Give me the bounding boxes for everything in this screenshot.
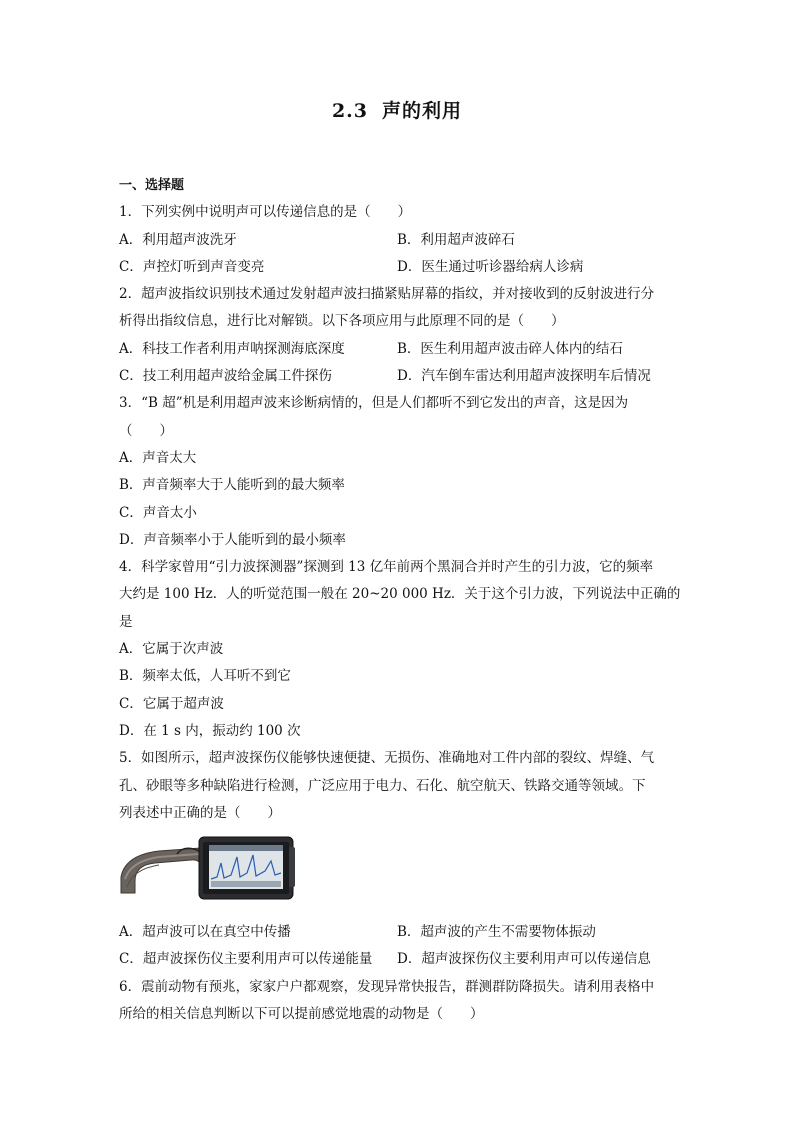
question-2 (119, 281, 679, 390)
option-d: D．超声波探伤仪主要利用声可以传递信息 (397, 951, 651, 968)
option-c: C．声音太小 (119, 504, 197, 521)
section-heading: 一、选择题 (119, 178, 185, 193)
option-a: A．超声波可以在真空中传播 (119, 924, 291, 941)
option-d: D．汽车倒车雷达利用超声波探明车后情况 (397, 368, 651, 385)
page-title (0, 96, 794, 123)
question-stem: 4．科学家曾用“引力波探测器”探测到 13 亿年前两个黑洞合并时产生的引力波，它的频率 (119, 559, 654, 576)
option-row (119, 919, 679, 946)
option-row (119, 363, 679, 390)
question-stem: 6．震前动物有预兆，家家户户都观察，发现异常快报告，群测群防降损失。请利用表格中 (119, 978, 655, 995)
option-row (119, 227, 679, 254)
question-stem: 3．“B 超”机是利用超声波来诊断病情的，但是人们都听不到它发出的声音，这是因为 (119, 395, 629, 412)
option-a: A．利用超声波洗牙 (119, 231, 237, 248)
option-b: B．超声波的产生不需要物体振动 (397, 924, 596, 941)
question-stem: 列表述中正确的是（ ） (119, 804, 281, 821)
option-b: B．声音频率大于人能听到的最大频率 (119, 477, 345, 494)
option-c: C．技工利用超声波给金属工件探伤 (119, 368, 332, 385)
option-d: D．在 1 s 内，振动约 100 次 (119, 722, 301, 739)
option-d: D．声音频率小于人能听到的最小频率 (119, 531, 346, 548)
question-stem: 是 (119, 613, 133, 630)
question-stem: 析得出指纹信息，进行比对解锁。以下各项应用与此原理不同的是（ ） (119, 313, 565, 330)
option-c: C．它属于超声波 (119, 695, 224, 712)
option-c: C．超声波探伤仪主要利用声可以传递能量 (119, 951, 373, 968)
option-c: C．声控灯听到声音变亮 (119, 258, 265, 275)
title-number: 2.3 (331, 100, 369, 122)
option-a: A．科技工作者利用声呐探测海底深度 (119, 340, 345, 357)
option-row (119, 336, 679, 363)
option-row (119, 254, 679, 281)
question-6 (119, 974, 679, 1029)
option-a: A．它属于次声波 (119, 641, 224, 658)
question-4 (119, 554, 679, 745)
question-content (119, 172, 679, 1028)
option-b: B．医生利用超声波击碎人体内的结石 (397, 340, 623, 357)
question-stem: 大约是 100 Hz．人的听觉范围一般在 20~20 000 Hz．关于这个引力波，下列说法中正确的 (119, 586, 681, 603)
question-3 (119, 390, 679, 554)
option-a: A．声音太大 (119, 449, 197, 466)
question-stem: （ ） (119, 422, 173, 439)
option-row (119, 946, 679, 973)
ultrasonic-detector-image (119, 833, 299, 905)
option-b: B．频率太低，人耳听不到它 (119, 668, 291, 685)
option-b: B．利用超声波碎石 (397, 231, 515, 248)
question-stem: 5．如图所示，超声波探伤仪能够快速便捷、无损伤、准确地对工件内部的裂纹、焊缝、气 (119, 750, 655, 767)
option-d: D．医生通过听诊器给病人诊病 (397, 258, 584, 275)
ultrasonic-detector-figure (119, 827, 679, 919)
question-5 (119, 745, 679, 973)
question-stem: 所给的相关信息判断以下可以提前感觉地震的动物是（ ） (119, 1006, 484, 1023)
question-1 (119, 199, 679, 281)
title-text: 声的利用 (382, 100, 463, 122)
question-stem: 2．超声波指纹识别技术通过发射超声波扫描紧贴屏幕的指纹，并对接收到的反射波进行分 (119, 286, 655, 303)
question-stem: 孔、砂眼等多种缺陷进行检测，广泛应用于电力、石化、航空航天、铁路交通等领域。下 (119, 777, 646, 794)
question-stem: 1．下列实例中说明声可以传递信息的是（ ） (119, 204, 412, 221)
